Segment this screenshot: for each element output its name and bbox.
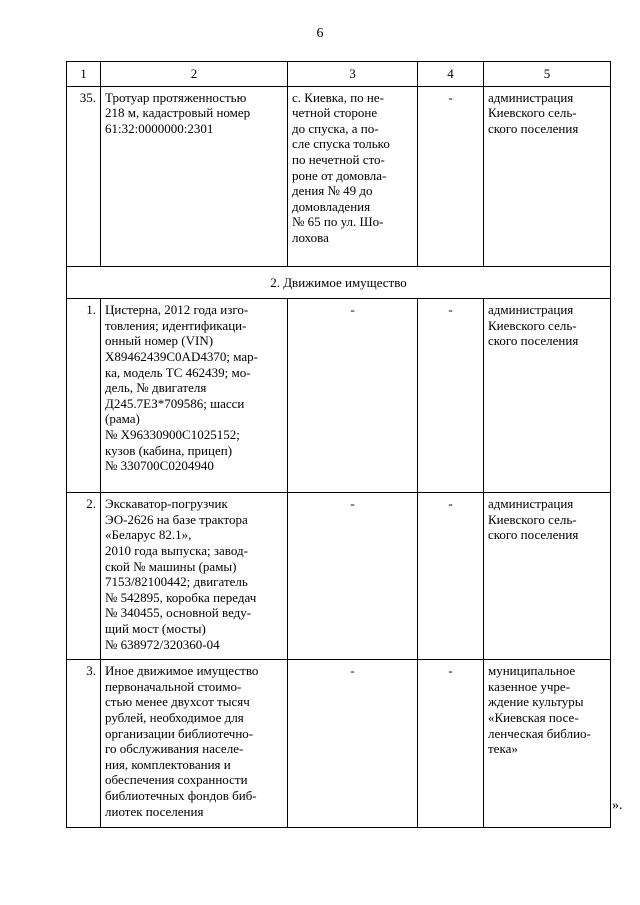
row-number: 2.: [67, 493, 101, 660]
closing-quote: ».: [612, 798, 623, 813]
header-cell-1: 1: [67, 62, 101, 87]
header-cell-2: 2: [101, 62, 288, 87]
table-header-row: [67, 62, 611, 87]
property-location: -: [288, 493, 418, 660]
property-col4: -: [418, 493, 484, 660]
header-cell-3: 3: [288, 62, 418, 87]
table-row: [67, 660, 611, 828]
property-location: с. Киевка, по не- четной стороне до спуска, а по- сле спуска только по нечетной сто- роне от домовла- дения № 49 до домовладения № 65 по ул. Шо- лохова: [288, 86, 418, 266]
section-row: [67, 266, 611, 299]
header-cell-4: 4: [418, 62, 484, 87]
property-holder: администрация Киевского сель- ского поселения: [484, 493, 611, 660]
property-location: -: [288, 660, 418, 828]
header-cell-5: 5: [484, 62, 611, 87]
property-name: Тротуар протяженностью 218 м, кадастровый номер 61:32:0000000:2301: [101, 86, 288, 266]
page-number: 6: [316, 26, 324, 41]
section-title: 2. Движимое имущество: [67, 266, 611, 299]
property-name: Экскаватор-погрузчик ЭО-2626 на базе трактора «Беларус 82.1», 2010 года выпуска; завод- ской № машины (рамы) 7153/82100442; двигатель № 542895, коробка передач № 340455, основной веду- щий мост (мосты) № 638972/320360-04: [101, 493, 288, 660]
property-col4: -: [418, 299, 484, 493]
property-holder: администрация Киевского сель- ского поселения: [484, 299, 611, 493]
property-name: Иное движимое имущество первоначальной стоимо- стью менее двухсот тысяч рублей, необходимое для организации библиотечно- го обслуживания населе- ния, комплектования и обеспечения сохранности библиотечных фондов биб- лиотек поселения: [101, 660, 288, 828]
table-row: [67, 86, 611, 266]
table-row: [67, 493, 611, 660]
row-number: 3.: [67, 660, 101, 828]
property-col4: -: [418, 660, 484, 828]
property-table: [66, 61, 611, 828]
row-number: 1.: [67, 299, 101, 493]
property-col4: -: [418, 86, 484, 266]
property-location: -: [288, 299, 418, 493]
property-holder: муниципальное казенное учре- ждение культуры «Киевская посе- ленческая библио- тека»: [484, 660, 611, 828]
property-name: Цистерна, 2012 года изго- товления; идентификаци- онный номер (VIN) X89462439C0AD4370; мар- ка, модель ТС 462439; мо- дель, № двигателя Д245.7ЕЗ*709586; шасси (рама) № X96330900C1025152; кузов (кабина, прицеп) № 330700C0204940: [101, 299, 288, 493]
table-row: [67, 299, 611, 493]
row-number: 35.: [67, 86, 101, 266]
property-holder: администрация Киевского сель- ского поселения: [484, 86, 611, 266]
